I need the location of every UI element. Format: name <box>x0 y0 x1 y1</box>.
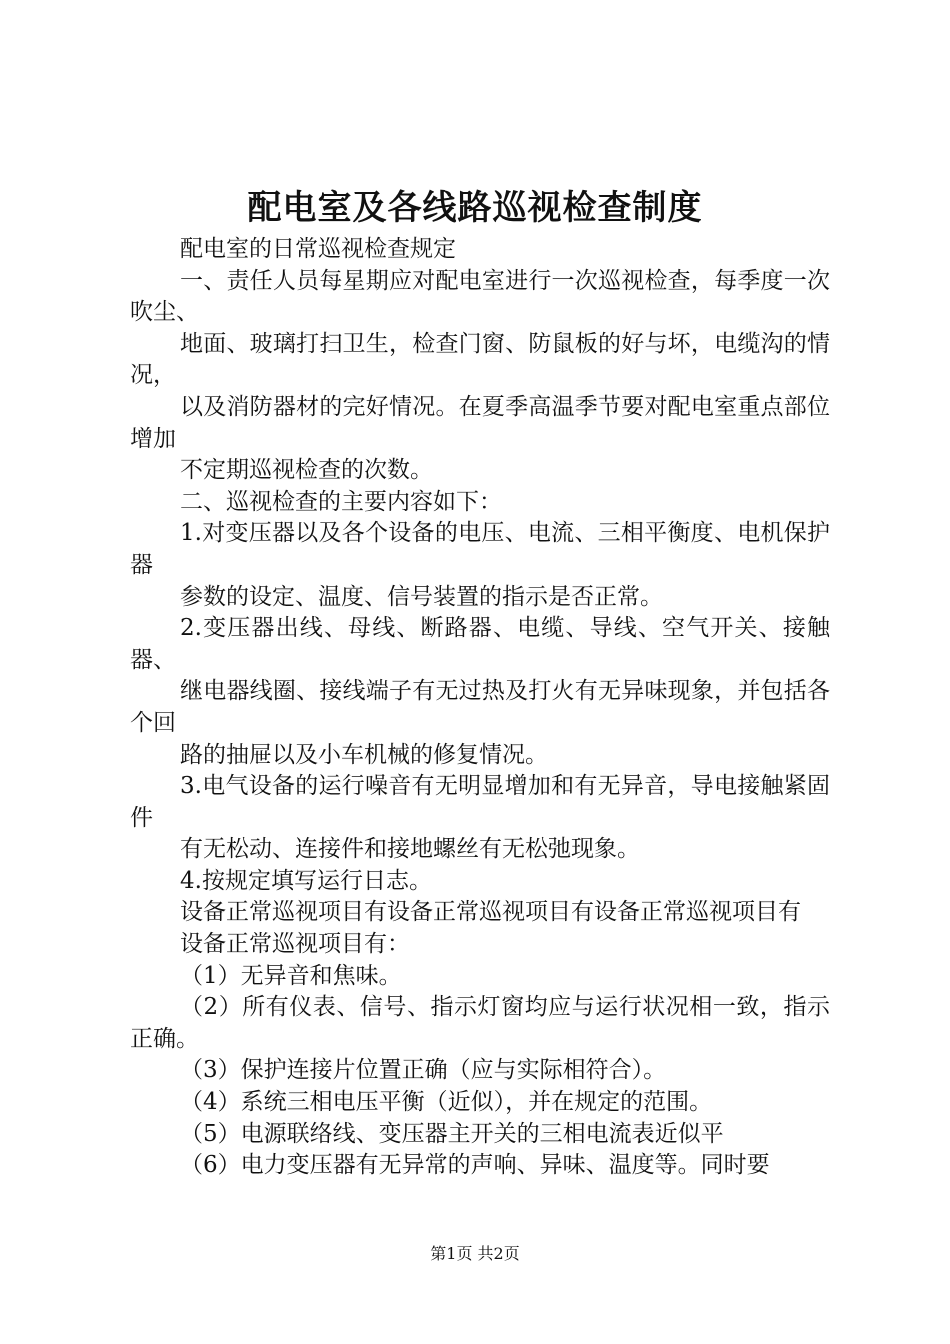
paragraph: 有无松动、连接件和接地螺丝有无松弛现象。 <box>180 836 640 863</box>
paragraph: （6）电力变压器有无异常的声响、异味、温度等。同时要 <box>180 1152 770 1179</box>
paragraph: 4.按规定填写运行日志。 <box>180 867 432 894</box>
paragraph: （1）无异音和焦味。 <box>180 962 402 989</box>
paragraph: 以及消防器材的完好情况。在夏季高温季节要对配电室重点部位增加 <box>130 393 830 452</box>
paragraph: （5）电源联络线、变压器主开关的三相电流表近似平 <box>180 1120 724 1147</box>
paragraph: （3）保护连接片位置正确（应与实际相符合）。 <box>180 1057 667 1084</box>
paragraph: 配电室的日常巡视检查规定 <box>180 236 456 262</box>
paragraph: 路的抽屉以及小车机械的修复情况。 <box>180 741 548 768</box>
paragraph: 继电器线圈、接线端子有无过热及打火有无异味现象，并包括各个回 <box>130 678 830 736</box>
paragraph: 设备正常巡视项目有： <box>180 931 410 958</box>
page-footer: 第1页 共2页 <box>430 1244 520 1263</box>
paragraph: 参数的设定、温度、信号装置的指示是否正常。 <box>180 583 663 610</box>
paragraph: （2）所有仪表、信号、指示灯窗均应与运行状况相一致，指示正确。 <box>130 994 830 1052</box>
paragraph: （4）系统三相电压平衡（近似），并在规定的范围。 <box>180 1089 713 1116</box>
document-title: 配电室及各线路巡视检查制度 <box>247 188 703 228</box>
document-body <box>130 234 830 1182</box>
paragraph: 不定期巡视检查的次数。 <box>180 457 433 484</box>
paragraph: 1.对变压器以及各个设备的电压、电流、三相平衡度、电机保护器 <box>130 520 830 578</box>
paragraph: 3.电气设备的运行噪音有无明显增加和有无异音，导电接触紧固件 <box>130 773 830 831</box>
paragraph: 一、责任人员每星期应对配电室进行一次巡视检查，每季度一次吹尘、 <box>130 267 830 326</box>
paragraph: 二、巡视检查的主要内容如下： <box>180 488 502 515</box>
paragraph: 地面、玻璃打扫卫生，检查门窗、防鼠板的好与坏，电缆沟的情况， <box>130 330 830 389</box>
paragraph: 2.变压器出线、母线、断路器、电缆、导线、空气开关、接触器、 <box>130 615 830 673</box>
paragraph: 设备正常巡视项目有设备正常巡视项目有设备正常巡视项目有 <box>180 899 801 926</box>
